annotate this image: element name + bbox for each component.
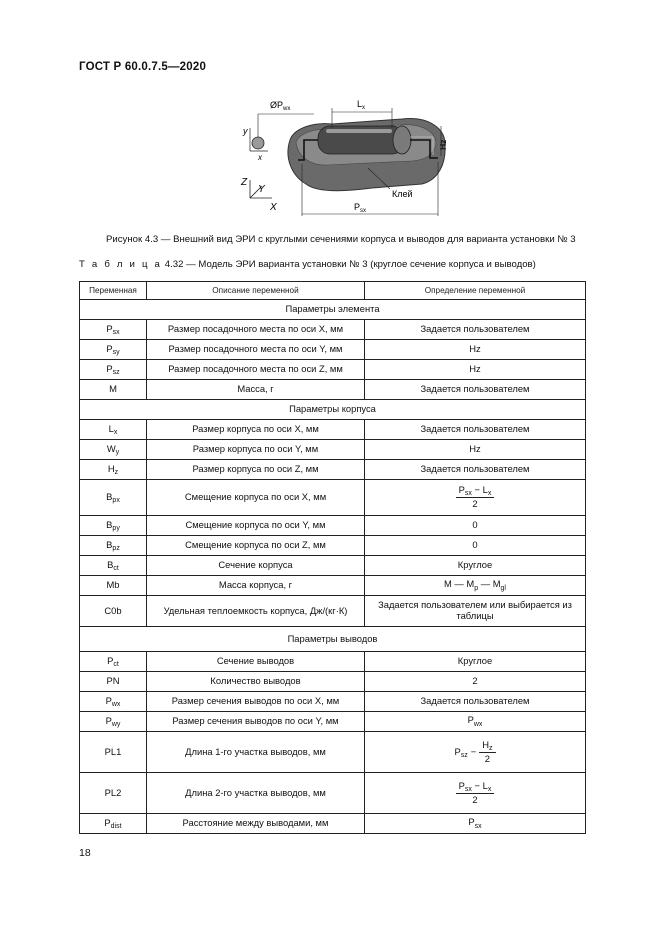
description-cell: Удельная теплоемкость корпуса, Дж/(кг·К) bbox=[147, 596, 365, 627]
table-header-row bbox=[80, 282, 586, 300]
fraction-formula: $\frac{P_{sx} - L_x}{2}$ bbox=[456, 781, 495, 806]
definition-cell: Задается пользователем или выбирается из таблицы bbox=[365, 596, 586, 627]
document-header: ГОСТ Р 60.0.7.5—2020 bbox=[79, 61, 207, 73]
table-row bbox=[80, 692, 586, 712]
body-end bbox=[393, 126, 411, 154]
header-definition: Определение переменной bbox=[365, 282, 586, 300]
variable-cell: PN bbox=[80, 672, 147, 692]
description-cell: Размер сечения выводов по оси X, мм bbox=[147, 692, 365, 712]
table-row bbox=[80, 440, 586, 460]
table-row bbox=[80, 672, 586, 692]
variable-cell: $P_{ct}$ bbox=[80, 652, 147, 672]
table-row bbox=[80, 596, 586, 627]
section-row-body bbox=[80, 400, 586, 420]
table-caption-text: 4.32 — Модель ЭРИ варианта установки № 3 (круглое сечение корпуса и выводов) bbox=[162, 259, 536, 270]
section-title: Параметры корпуса bbox=[80, 400, 586, 420]
definition-cell: Задается пользователем bbox=[365, 420, 586, 440]
section-row-leads bbox=[80, 627, 586, 652]
description-cell: Длина 2-го участка выводов, мм bbox=[147, 773, 365, 814]
description-cell: Размер посадочного места по оси X, мм bbox=[147, 320, 365, 340]
axis-y-small-label: y bbox=[243, 126, 248, 136]
section-title: Параметры выводов bbox=[80, 627, 586, 652]
variable-cell: $P_{wx}$ bbox=[80, 692, 147, 712]
definition-cell: 0 bbox=[365, 516, 586, 536]
table-row bbox=[80, 712, 586, 732]
table-caption-prefix: Т а б л и ц а bbox=[79, 259, 163, 270]
definition-cell: Круглое bbox=[365, 652, 586, 672]
description-cell: Количество выводов bbox=[147, 672, 365, 692]
variable-cell: $B_{ct}$ bbox=[80, 556, 147, 576]
table-row bbox=[80, 732, 586, 773]
variable-cell: $W_y$ bbox=[80, 440, 147, 460]
variable-cell: $B_{pz}$ bbox=[80, 536, 147, 556]
component-figure bbox=[232, 88, 472, 224]
description-cell: Длина 1-го участка выводов, мм bbox=[147, 732, 365, 773]
table-row bbox=[80, 556, 586, 576]
definition-cell: Задается пользователем bbox=[365, 320, 586, 340]
definition-cell: 0 bbox=[365, 536, 586, 556]
variable-cell: $B_{py}$ bbox=[80, 516, 147, 536]
table-caption bbox=[79, 259, 536, 270]
body-highlight bbox=[326, 129, 392, 133]
axis-x-small-label: x bbox=[258, 153, 262, 162]
header-description: Описание переменной bbox=[147, 282, 365, 300]
table-row bbox=[80, 320, 586, 340]
variable-cell: $P_{sz}$ bbox=[80, 360, 147, 380]
glue-label: Клей bbox=[392, 189, 413, 199]
table-row bbox=[80, 536, 586, 556]
definition-cell: Задается пользователем bbox=[365, 692, 586, 712]
variable-cell: $P_{sx}$ bbox=[80, 320, 147, 340]
fraction-formula: $\frac{P_{sx} - L_x}{2}$ bbox=[456, 485, 495, 510]
variable-cell: PL1 bbox=[80, 732, 147, 773]
definition-cell bbox=[365, 732, 586, 773]
definition-cell: M — $M_p$ — $M_{gl}$ bbox=[365, 576, 586, 596]
table-row bbox=[80, 480, 586, 516]
height-label: Hz bbox=[438, 139, 448, 150]
axis-x-label: X bbox=[270, 202, 277, 213]
table-row bbox=[80, 773, 586, 814]
page-number: 18 bbox=[79, 847, 91, 859]
description-cell: Смещение корпуса по оси X, мм bbox=[147, 480, 365, 516]
description-cell: Размер посадочного места по оси Y, мм bbox=[147, 340, 365, 360]
length-label: $L_x$ bbox=[357, 99, 366, 111]
description-cell: Масса, г bbox=[147, 380, 365, 400]
table-row bbox=[80, 576, 586, 596]
description-cell: Смещение корпуса по оси Z, мм bbox=[147, 536, 365, 556]
description-cell: Размер корпуса по оси X, мм bbox=[147, 420, 365, 440]
definition-cell: Hz bbox=[365, 340, 586, 360]
axis-y-label: Y bbox=[258, 184, 265, 195]
header-variable: Переменная bbox=[80, 282, 147, 300]
table-row bbox=[80, 460, 586, 480]
description-cell: Масса корпуса, г bbox=[147, 576, 365, 596]
axis-z-label: Z bbox=[241, 177, 248, 188]
description-cell: Размер корпуса по оси Y, мм bbox=[147, 440, 365, 460]
variable-cell: C0b bbox=[80, 596, 147, 627]
table-row bbox=[80, 814, 586, 834]
definition-cell: Hz bbox=[365, 440, 586, 460]
variable-cell: $P_{dist}$ bbox=[80, 814, 147, 834]
table-row bbox=[80, 652, 586, 672]
pitch-label: $P_{sx}$ bbox=[354, 202, 367, 214]
definition-cell: $P_{sx}$ bbox=[365, 814, 586, 834]
definition-cell bbox=[365, 480, 586, 516]
description-cell: Размер сечения выводов по оси Y, мм bbox=[147, 712, 365, 732]
variables-table bbox=[79, 281, 586, 834]
variable-cell: Mb bbox=[80, 576, 147, 596]
variable-cell: $H_z$ bbox=[80, 460, 147, 480]
description-cell: Смещение корпуса по оси Y, мм bbox=[147, 516, 365, 536]
definition-cell bbox=[365, 773, 586, 814]
definition-cell: Круглое bbox=[365, 556, 586, 576]
lead-section bbox=[252, 137, 264, 149]
description-cell: Размер корпуса по оси Z, мм bbox=[147, 460, 365, 480]
table-row bbox=[80, 340, 586, 360]
table-row bbox=[80, 360, 586, 380]
variable-cell: $P_{sy}$ bbox=[80, 340, 147, 360]
description-cell: Размер посадочного места по оси Z, мм bbox=[147, 360, 365, 380]
definition-cell: 2 bbox=[365, 672, 586, 692]
table-row bbox=[80, 420, 586, 440]
table-row bbox=[80, 380, 586, 400]
description-cell: Сечение выводов bbox=[147, 652, 365, 672]
section-row-element bbox=[80, 300, 586, 320]
table-row bbox=[80, 516, 586, 536]
diameter-label: $ØP_{wx}$ bbox=[270, 100, 291, 112]
definition-cell: $P_{wx}$ bbox=[365, 712, 586, 732]
figure-caption: Рисунок 4.3 — Внешний вид ЭРИ с круглыми сечениями корпуса и выводов для варианта установки № 3 bbox=[106, 234, 576, 245]
description-cell: Сечение корпуса bbox=[147, 556, 365, 576]
variable-cell: PL2 bbox=[80, 773, 147, 814]
variable-cell: $P_{wy}$ bbox=[80, 712, 147, 732]
definition-cell: Hz bbox=[365, 360, 586, 380]
definition-cell: Задается пользователем bbox=[365, 380, 586, 400]
definition-cell: Задается пользователем bbox=[365, 460, 586, 480]
variable-cell: M bbox=[80, 380, 147, 400]
section-title: Параметры элемента bbox=[80, 300, 586, 320]
variable-cell: $L_x$ bbox=[80, 420, 147, 440]
description-cell: Расстояние между выводами, мм bbox=[147, 814, 365, 834]
pl1-formula: $P_{sz}$ − $\frac{H_z}{2}$ bbox=[454, 740, 495, 765]
variable-cell: $B_{px}$ bbox=[80, 480, 147, 516]
